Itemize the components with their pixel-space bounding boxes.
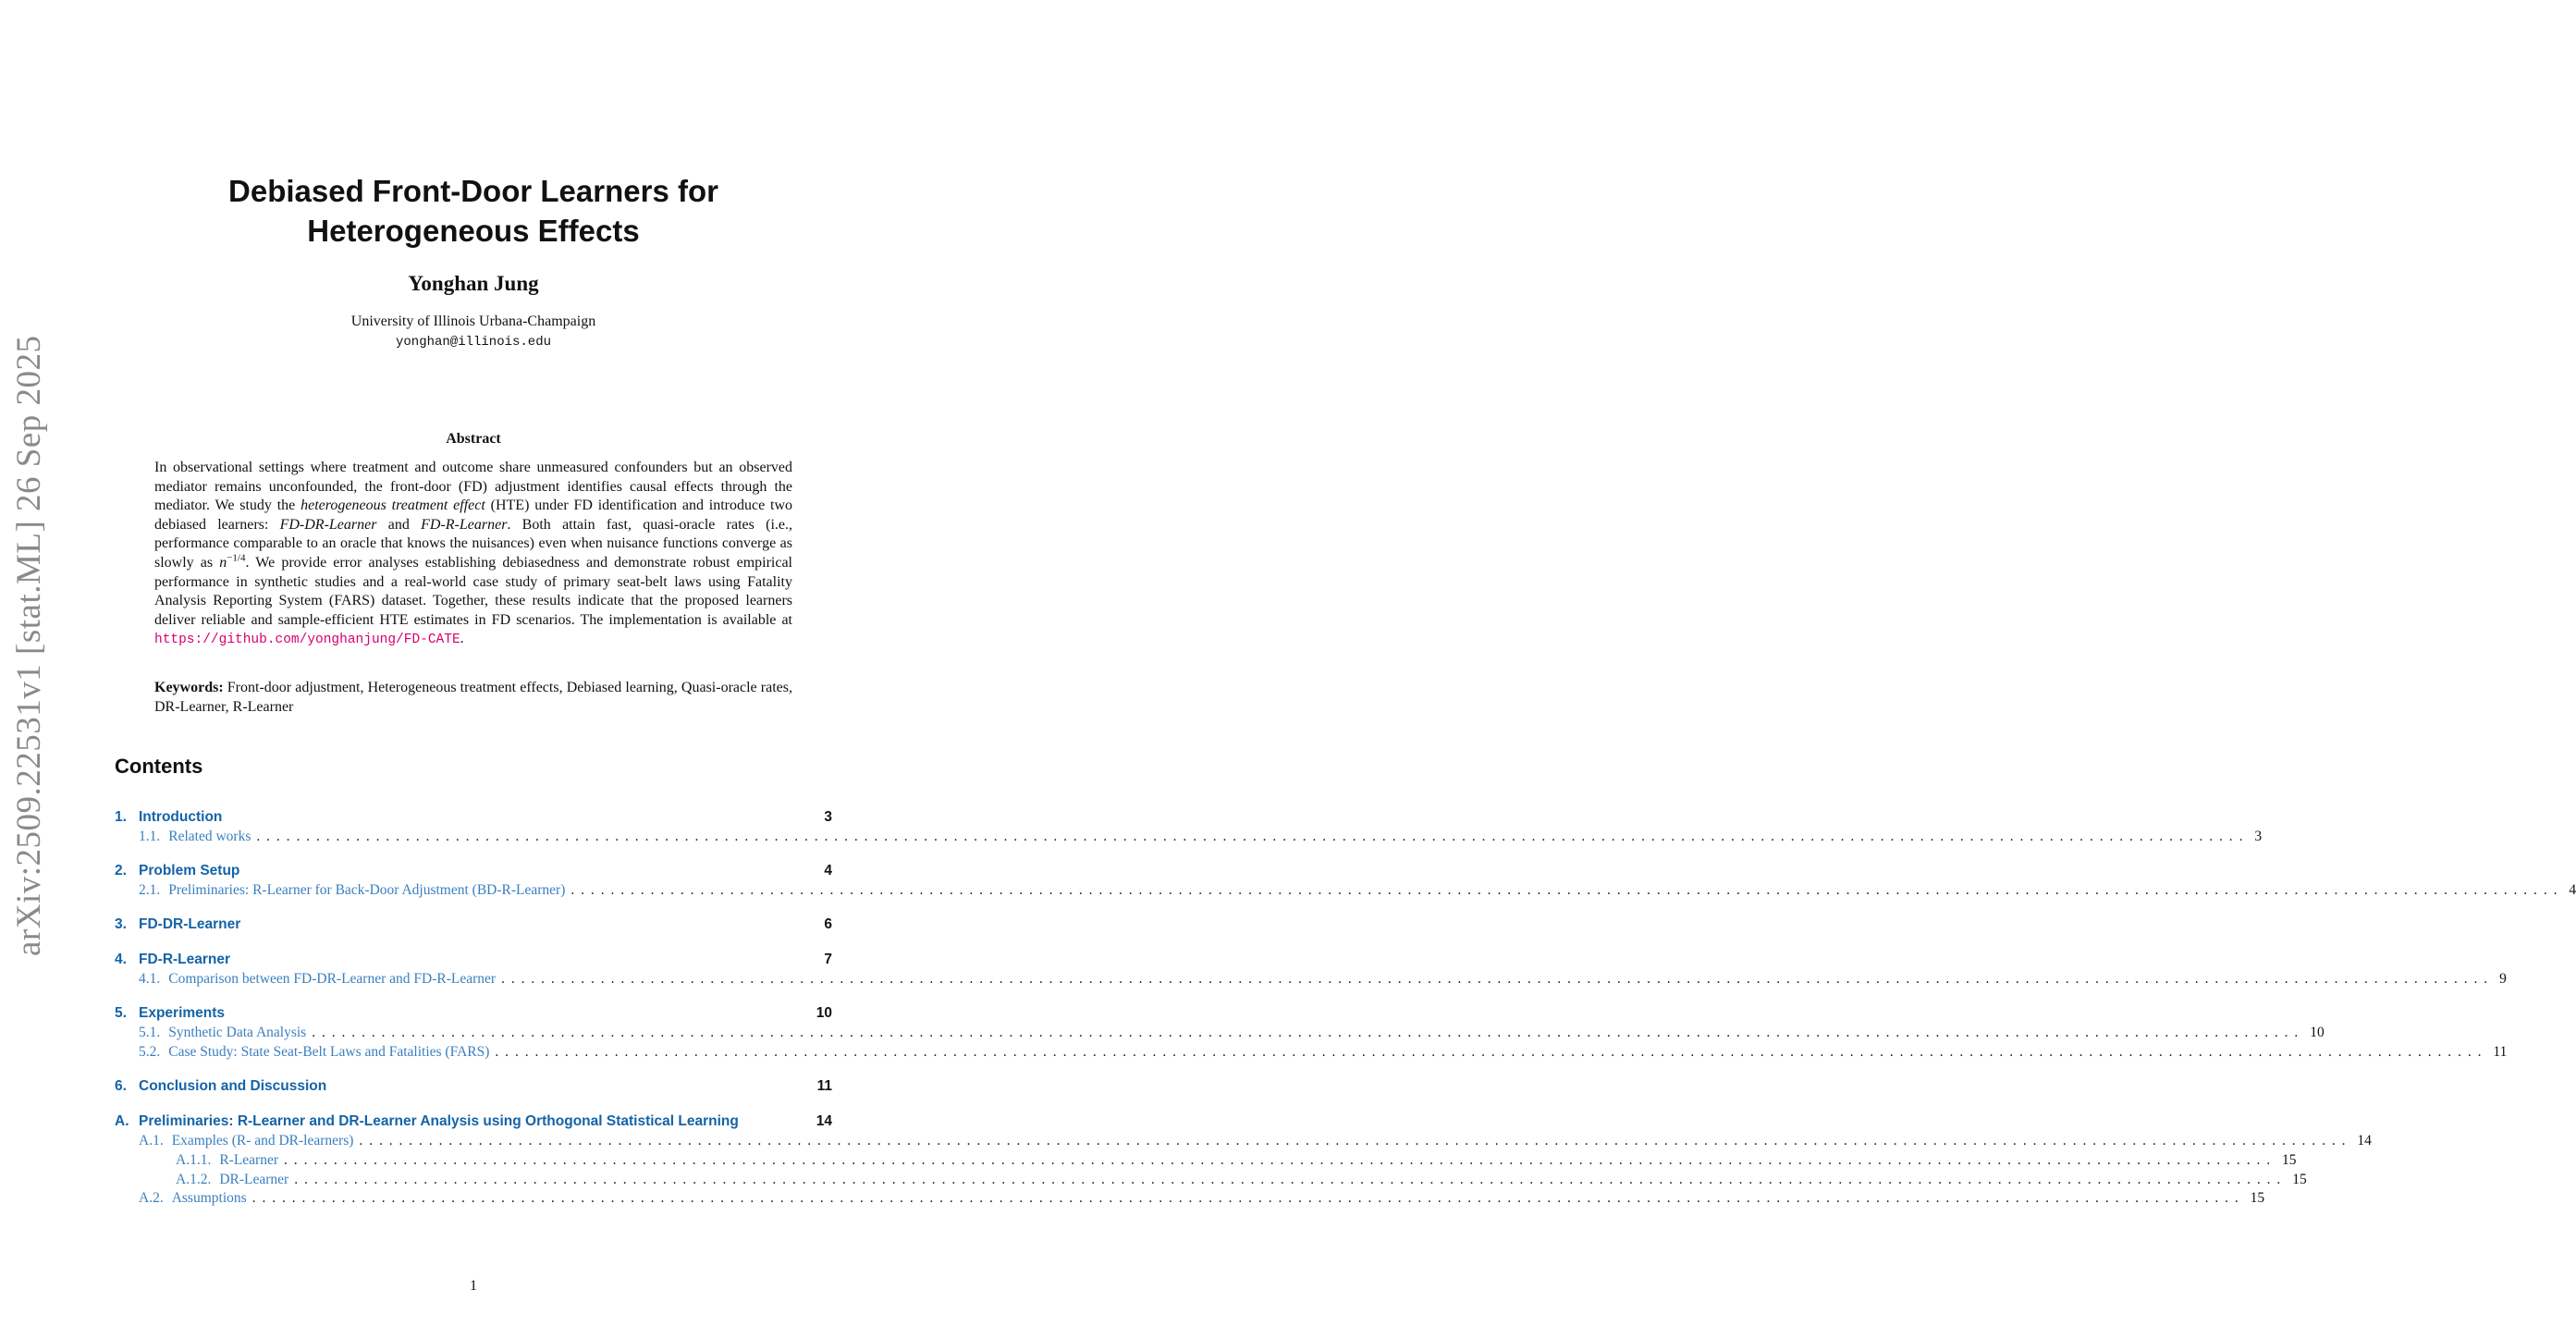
toc-subsection-entry[interactable] bbox=[115, 971, 2507, 989]
toc-entry-title: Preliminaries: R-Learner for Back-Door Adjustment (BD-R-Learner) bbox=[168, 882, 566, 898]
toc-entry-number: A.1.1. bbox=[176, 1152, 212, 1168]
toc-entry-title: Case Study: State Seat-Belt Laws and Fatalities (FARS) bbox=[168, 1044, 490, 1060]
toc-section-entry[interactable] bbox=[115, 863, 832, 881]
toc-entry-number: 5.1. bbox=[139, 1025, 161, 1040]
author-name: Yonghan Jung bbox=[408, 272, 539, 295]
toc-dot-leader: ........................................................................................................................................................................................................ bbox=[495, 1044, 2488, 1060]
toc-entry-number: 5.2. bbox=[139, 1044, 161, 1060]
toc-section-entry[interactable] bbox=[115, 1005, 832, 1024]
toc-page-number: 14 bbox=[2357, 1133, 2372, 1149]
toc-entry-number: A. bbox=[115, 1113, 129, 1129]
toc-entry-title: Comparison between FD-DR-Learner and FD-R-Learner bbox=[168, 971, 497, 987]
toc-dot-leader: ........................................................................................................................................................................................................ bbox=[294, 1172, 2288, 1187]
toc-subsection-entry[interactable] bbox=[115, 1152, 2297, 1171]
keywords-text: Front-door adjustment, Heterogeneous treatment effects, Debiased learning, Quasi-oracle rates, DR-Learner, R-Learner bbox=[154, 680, 792, 715]
contents-heading: Contents bbox=[115, 755, 203, 778]
toc-page-number: 10 bbox=[816, 1005, 832, 1021]
title-line-1: Debiased Front-Door Learners for bbox=[228, 174, 718, 208]
toc-entry-number: 1. bbox=[115, 809, 127, 825]
toc-entry-number: 2. bbox=[115, 863, 127, 878]
toc-entry-title: Experiments bbox=[139, 1005, 226, 1021]
toc-entry-title: Assumptions bbox=[171, 1190, 247, 1206]
toc-section-entry[interactable] bbox=[115, 1113, 832, 1132]
toc-subsection-entry[interactable] bbox=[115, 829, 2263, 847]
abstract-text-5: . bbox=[460, 631, 464, 647]
toc-page-number: 9 bbox=[2499, 971, 2507, 987]
toc-section-entry[interactable] bbox=[115, 916, 832, 935]
toc-entry-number: 1.1. bbox=[139, 829, 161, 844]
arxiv-identifier-stamp: arXiv:2509.22531v1 [stat.ML] 26 Sep 2025 bbox=[10, 335, 48, 956]
toc-section-entry[interactable] bbox=[115, 809, 832, 828]
toc-page-number: 15 bbox=[2282, 1152, 2297, 1168]
toc-entry-title: Preliminaries: R-Learner and DR-Learner Analysis using Orthogonal Statistical Learning bbox=[139, 1113, 739, 1129]
toc-section-entry[interactable] bbox=[115, 952, 832, 970]
toc-dot-leader: ........................................................................................................................................................................................................ bbox=[501, 971, 2495, 987]
author-email[interactable]: yonghan@illinois.edu bbox=[395, 335, 552, 350]
abstract-learner-2: FD-R-Learner bbox=[421, 516, 508, 533]
toc-entry-number: 4.1. bbox=[139, 971, 161, 987]
toc-page-number: 11 bbox=[2493, 1044, 2508, 1060]
abstract-text-2: (HTE) under FD identification and introduce two debiased learners: bbox=[154, 498, 793, 533]
toc-dot-leader: ........................................................................................................................................................................................................ bbox=[359, 1133, 2352, 1149]
abstract-rate-base: n bbox=[219, 554, 227, 571]
toc-subsection-entry[interactable] bbox=[115, 1190, 2265, 1209]
abstract-text-4: . We provide error analyses establishing debiasedness and demonstrate robust empirical performance in synthetic studies and a real-world case study of primary seat-belt laws using Fatality Analysis Reporting System (FARS) dataset. Together, these results indicate that the proposed learners deliver reliable and sample-efficient HTE estimates in FD scenarios. The implementation is available at bbox=[154, 554, 793, 628]
toc-subsection-entry[interactable] bbox=[115, 882, 2576, 901]
abstract-heading: Abstract bbox=[446, 431, 501, 447]
toc-entry-title: Conclusion and Discussion bbox=[139, 1078, 327, 1094]
toc-page-number: 4 bbox=[824, 863, 832, 878]
toc-page-number: 3 bbox=[824, 809, 832, 825]
abstract-hte-term: heterogeneous treatment effect bbox=[301, 498, 485, 514]
implementation-url-link[interactable]: https://github.com/yonghanjung/FD-CATE bbox=[154, 633, 460, 648]
toc-page-number: 7 bbox=[824, 952, 832, 967]
toc-entry-number: 3. bbox=[115, 916, 127, 932]
page-number: 1 bbox=[470, 1278, 477, 1294]
toc-entry-number: 5. bbox=[115, 1005, 127, 1021]
toc-entry-title: Introduction bbox=[139, 809, 223, 825]
toc-page-number: 11 bbox=[816, 1078, 832, 1094]
toc-entry-title: FD-R-Learner bbox=[139, 952, 231, 967]
toc-page-number: 15 bbox=[2292, 1172, 2307, 1187]
title-line-2: Heterogeneous Effects bbox=[307, 214, 640, 248]
toc-dot-leader: ........................................................................................................................................................................................................ bbox=[256, 829, 2250, 844]
toc-entry-title: Problem Setup bbox=[139, 863, 240, 878]
keywords-label: Keywords: bbox=[154, 680, 224, 695]
toc-page-number: 3 bbox=[2254, 829, 2263, 844]
abstract-rate-exponent: −1/4 bbox=[227, 552, 246, 564]
toc-dot-leader: ........................................................................................................................................................................................................ bbox=[570, 882, 2564, 898]
abstract-learner-1: FD-DR-Learner bbox=[279, 516, 377, 533]
toc-entry-number: 2.1. bbox=[139, 882, 161, 898]
toc-page-number: 10 bbox=[2310, 1025, 2325, 1040]
toc-page-number: 14 bbox=[816, 1113, 832, 1129]
toc-entry-number: A.1.2. bbox=[176, 1172, 212, 1187]
toc-subsection-entry[interactable] bbox=[115, 1133, 2372, 1151]
toc-entry-number: A.2. bbox=[139, 1190, 164, 1206]
toc-page-number: 15 bbox=[2250, 1190, 2265, 1206]
toc-entry-title: Related works bbox=[168, 829, 251, 844]
toc-subsection-entry[interactable] bbox=[115, 1172, 2307, 1190]
abstract-and: and bbox=[376, 516, 422, 533]
toc-entry-title: R-Learner bbox=[219, 1152, 279, 1168]
abstract-text-1: In observational settings where treatment and outcome share unmeasured confounders but an observed mediator remains unconfounded, the front-door (FD) adjustment identifies causal effects through the mediator. We study the bbox=[154, 460, 792, 514]
keywords-block bbox=[154, 679, 792, 717]
toc-subsection-entry[interactable] bbox=[115, 1044, 2508, 1063]
toc-dot-leader: ........................................................................................................................................................................................................ bbox=[284, 1152, 2277, 1168]
toc-entry-title: Examples (R- and DR-learners) bbox=[171, 1133, 354, 1149]
toc-page-number: 6 bbox=[824, 916, 832, 932]
toc-dot-leader: ........................................................................................................................................................................................................ bbox=[251, 1190, 2245, 1206]
abstract-body bbox=[154, 459, 792, 650]
toc-entry-title: FD-DR-Learner bbox=[139, 916, 241, 932]
toc-entry-title: Synthetic Data Analysis bbox=[168, 1025, 307, 1040]
paper-title bbox=[139, 171, 808, 251]
toc-section-entry[interactable] bbox=[115, 1078, 832, 1097]
toc-subsection-entry[interactable] bbox=[115, 1025, 2325, 1043]
toc-page-number: 4 bbox=[2569, 882, 2576, 898]
author-affiliation: University of Illinois Urbana-Champaign bbox=[350, 313, 596, 329]
toc-dot-leader: ........................................................................................................................................................................................................ bbox=[312, 1025, 2305, 1040]
abstract-text-3: . Both attain fast, quasi-oracle rates (i.e., performance comparable to an oracle that knows the nuisances) even when nuisance functions converge as slowly as bbox=[154, 516, 793, 571]
toc-entry-number: 6. bbox=[115, 1078, 127, 1094]
toc-entry-number: A.1. bbox=[139, 1133, 164, 1149]
toc-entry-title: DR-Learner bbox=[219, 1172, 289, 1187]
toc-entry-number: 4. bbox=[115, 952, 127, 967]
